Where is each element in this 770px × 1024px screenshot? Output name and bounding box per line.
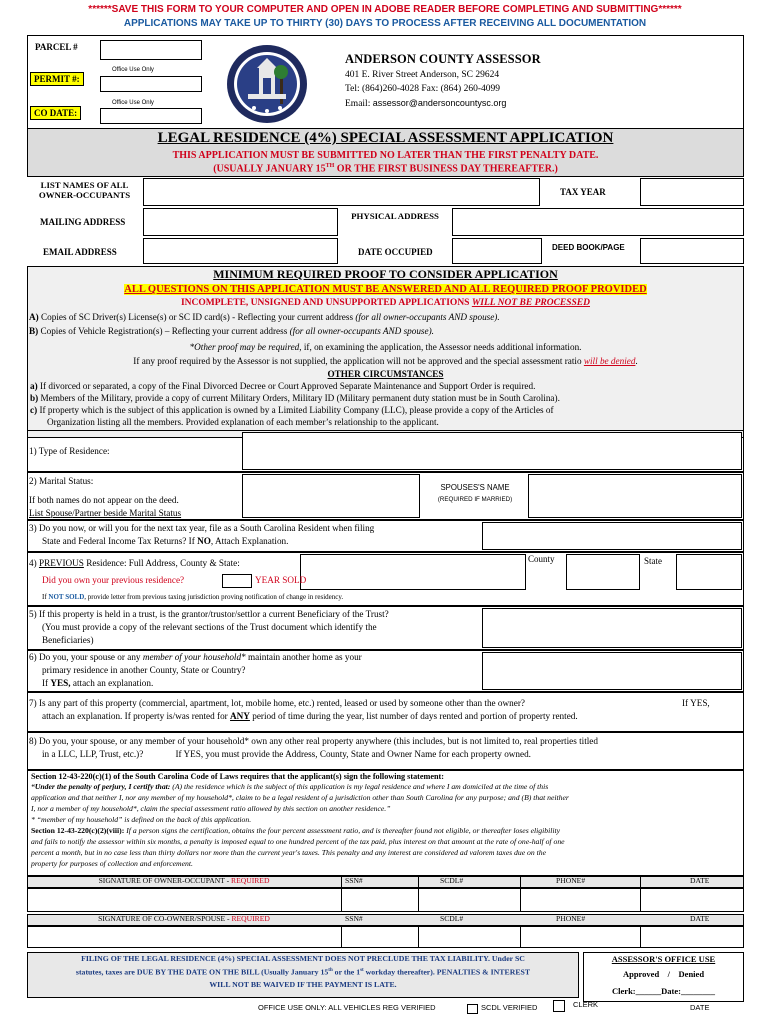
sig1-label: SIGNATURE OF OWNER-OCCUPANT - REQUIRED: [98, 876, 270, 885]
assessor-email-row: [345, 98, 506, 110]
sig2-ssn-input[interactable]: [341, 926, 419, 948]
owner-names-label: LIST NAMES OF ALL OWNER-OCCUPANTS: [38, 180, 131, 201]
clerk-label: CLERK: [573, 1000, 599, 1009]
sig2-phone-label: PHONE#: [556, 914, 586, 923]
sig1-date-input[interactable]: [640, 888, 744, 912]
q4-own-input[interactable]: [222, 574, 252, 588]
penalty-line-1: “Under the penalty of perjury, I certify that: (A) the residence which is the subject of this application is my legal residence and where I am domiciled at the time of this: [31, 782, 549, 791]
sig2-scdl-label: SCDL#: [440, 914, 464, 923]
form-title: LEGAL RESIDENCE (4%) SPECIAL ASSESSMENT APPLICATION: [157, 130, 614, 146]
q5-line-1: 5) If this property is held in a trust, is the grantor/trustor/settlor a current Beneficiary of the Trust?: [29, 609, 389, 619]
assessor-email[interactable]: assessor@andersoncountysc.org: [372, 98, 507, 108]
q4-state-label: State: [644, 556, 662, 566]
date-label-footer: DATE: [690, 1003, 710, 1012]
tax-year-input[interactable]: [640, 178, 744, 206]
q8-line-1: 8) Do you, your spouse, or any member of your household* own any other real property anywhere (this includes, but is not limited to, real properties titled: [29, 736, 598, 746]
scdl-verified-label: SCDL VERIFIED: [481, 1003, 538, 1012]
sig1-signature-input[interactable]: [27, 888, 342, 912]
incomplete-notice: INCOMPLETE, UNSIGNED AND UNSUPPORTED APPLICATIONS WILL NOT BE PROCESSED: [180, 298, 590, 308]
office-use-title: ASSESSOR'S OFFICE USE: [611, 954, 716, 964]
circ-b: b) Members of the Military, provide a copy of current Military Orders, Military ID (Military permanent duty station must be in South Carolina).: [30, 393, 560, 403]
section-2-line-4: property for purposes of collection and enforcement.: [31, 859, 193, 868]
sig2-date-input[interactable]: [640, 926, 744, 948]
section-1-heading: Section 12-43-220(c)(1) of the South Carolina Code of Laws requires that the applicant(s) sign the following statement:: [31, 772, 444, 781]
sig2-label: SIGNATURE OF CO-OWNER/SPOUSE - REQUIRED: [98, 914, 270, 923]
owner-names-input[interactable]: [143, 178, 540, 206]
deed-book-input[interactable]: [640, 238, 744, 264]
filing-notice-2: statutes, taxes are DUE BY THE DATE ON THE BILL (Usually January 15th or the 1st workday thereafter). PENALTIES & INTEREST: [75, 967, 531, 977]
deadline-line-1: THIS APPLICATION MUST BE SUBMITTED NO LATER THAN THE FIRST PENALTY DATE.: [172, 150, 599, 161]
other-circumstances-heading: OTHER CIRCUMSTANCES: [327, 369, 444, 379]
sig1-date-label: DATE: [690, 876, 710, 885]
q6-line-1: 6) Do you, your spouse or any member of your household* maintain another home as your: [29, 652, 362, 662]
mailing-address-label: MAILING ADDRESS: [40, 217, 126, 227]
section-2-line-1: Section 12-43-220(c)(2)(viii): If a person signs the certification, obtains the four percent assessment ratio, and is thereafter found not eligible, or thereafter loses eligibility: [31, 826, 561, 835]
spouse-required-note: (REQUIRED IF MARRIED): [437, 496, 513, 503]
q4-state-input[interactable]: [676, 554, 742, 590]
banner-save-instruction: ******SAVE THIS FORM TO YOUR COMPUTER AND OPEN IN ADOBE READER BEFORE COMPLETING AND SUBMITTING******: [88, 4, 682, 15]
q2-note-1: If both names do not appear on the deed.: [29, 495, 179, 505]
physical-address-input[interactable]: [452, 208, 744, 236]
section-2-line-3: percent a month, but in no case less than thirty dollars nor more than the current year's taxes. This penalty and any interest are considered ad valorem taxes due on the: [31, 848, 547, 857]
date-occupied-label: DATE OCCUPIED: [358, 247, 433, 257]
sig2-scdl-input[interactable]: [418, 926, 521, 948]
sig2-phone-input[interactable]: [520, 926, 641, 948]
spouse-name-input[interactable]: [528, 474, 742, 518]
mailing-address-input[interactable]: [143, 208, 338, 236]
sig2-signature-input[interactable]: [27, 926, 342, 948]
codate-label: CO DATE:: [30, 106, 81, 120]
sig1-phone-label: PHONE#: [556, 876, 586, 885]
clerk-date-line: Clerk:______Date:________: [612, 986, 715, 996]
sig2-ssn-label: SSN#: [345, 914, 363, 923]
assessor-name: ANDERSON COUNTY ASSESSOR: [345, 52, 541, 66]
q4-label: 4) PREVIOUS Residence: Full Address, County & State:: [29, 558, 240, 568]
county-seal-logo: [226, 44, 308, 124]
all-questions-notice: ALL QUESTIONS ON THIS APPLICATION MUST BE ANSWERED AND ALL REQUIRED PROOF PROVIDED: [124, 284, 647, 295]
q7-line-1: 7) Is any part of this property (commercial, apartment, lot, mobile home, etc.) rented, leased or used by someone other than the owner?: [29, 698, 525, 708]
q4-county-label: County: [528, 554, 555, 564]
q4-year-sold-label: YEAR SOLD: [255, 575, 307, 585]
approved-option[interactable]: Approved: [622, 969, 660, 979]
q6-line-3: If YES, attach an explanation.: [42, 678, 154, 688]
q5-line-2: (You must provide a copy of the relevant sections of the Trust document which identify the: [42, 622, 377, 632]
sig1-ssn-input[interactable]: [341, 888, 419, 912]
q7-if-yes: If YES,: [682, 698, 710, 708]
date-occupied-input[interactable]: [452, 238, 542, 264]
sig1-scdl-label: SCDL#: [440, 876, 464, 885]
q2-marital-status-input[interactable]: [242, 474, 420, 518]
sig1-ssn-label: SSN#: [345, 876, 363, 885]
permit-label: PERMIT #:: [30, 72, 84, 86]
q3-line-2: State and Federal Income Tax Returns? If NO, Attach Explanation.: [42, 536, 289, 546]
other-proof-note: *Other proof may be required, if, on examining the application, the Assessor needs additional information.: [189, 342, 582, 352]
q6-line-2: primary residence in another County, State or Country?: [42, 665, 246, 675]
codate-input[interactable]: [100, 108, 202, 124]
q2-note-2: List Spouse/Partner beside Marital Status: [29, 508, 182, 518]
permit-input[interactable]: [100, 76, 202, 92]
sig1-scdl-input[interactable]: [418, 888, 521, 912]
scdl-verified-checkbox[interactable]: [553, 1000, 565, 1012]
q4-own-question: Did you own your previous residence?: [42, 575, 185, 585]
tax-year-label: TAX YEAR: [560, 187, 606, 197]
q7-line-2: attach an explanation. If property is/was rented for ANY period of time during the year, list number of days rented and portion of property rented.: [42, 711, 578, 721]
assessor-address: 401 E. River Street Anderson, SC 29624: [345, 70, 500, 80]
penalty-line-2: application and that neither I, nor any member of my household*, claim to be a legal resident of a jurisdiction other than South Carolina for any purpose; and (B) that neither: [31, 793, 569, 802]
denied-option[interactable]: Denied: [678, 969, 705, 979]
q3-answer-input[interactable]: [482, 522, 742, 550]
approved-denied: Approved / Denied: [622, 969, 705, 979]
q1-label: 1) Type of Residence:: [29, 446, 110, 456]
office-use-note-1: Office Use Only: [112, 67, 154, 73]
banner-processing-time: APPLICATIONS MAY TAKE UP TO THIRTY (30) DAYS TO PROCESS AFTER RECEIVING ALL DOCUMENTATION: [123, 18, 647, 29]
deed-book-label: DEED BOOK/PAGE: [552, 243, 625, 252]
proof-heading: MINIMUM REQUIRED PROOF TO CONSIDER APPLICATION: [213, 267, 558, 281]
q4-not-sold-note: If NOT SOLD, provide letter from previous taxing jurisdiction proving notification of change in residency.: [42, 593, 344, 601]
q4-county-input[interactable]: [566, 554, 640, 590]
sig1-phone-input[interactable]: [520, 888, 641, 912]
parcel-input[interactable]: [100, 40, 202, 60]
spouse-name-label: SPOUSES'S NAME: [440, 483, 510, 492]
section-2-line-2: and fails to notify the assessor within six months, a penalty is imposed equal to one hundred percent of the tax paid, plus interest on that amount at the rate of one-half of one: [31, 837, 565, 846]
assessor-phone: Tel: (864)260-4028 Fax: (864) 260-4099: [345, 84, 501, 94]
q5-line-3: Beneficiaries): [42, 635, 94, 645]
q6-answer-input[interactable]: [482, 652, 742, 690]
proof-a: A) Copies of SC Driver(s) License(s) or SC ID card(s) - Reflecting your current address (for all owner-occupants AND spouse).: [29, 312, 500, 322]
office-only-vehicles-verified: OFFICE USE ONLY: ALL VEHICLES REG VERIFIED: [258, 1003, 436, 1012]
household-definition: * “member of my household” is defined on the back of this application.: [31, 815, 252, 824]
circ-c: c) If property which is the subject of this application is owned by a Limited Liability Company (LLC), please provide a copy of the Articles of: [30, 405, 554, 415]
office-use-note-2: Office Use Only: [112, 100, 154, 106]
q3-line-1: 3) Do you now, or will you for the next tax year, file as a South Carolina Resident when filing: [29, 523, 375, 533]
q8-line-2: in a LLC, LLP, Trust, etc.)? If YES, you must provide the Address, County, State and Owner Name for each property owned.: [42, 749, 531, 759]
email-label: Email:: [345, 99, 371, 109]
email-address-input[interactable]: [143, 238, 338, 264]
sig2-date-label: DATE: [690, 914, 710, 923]
deadline-line-2: (USUALLY JANUARY 15TH OR THE FIRST BUSINESS DAY THEREAFTER.): [213, 163, 558, 175]
parcel-label: PARCEL #: [35, 42, 78, 52]
q2-label: 2) Marital Status:: [29, 476, 94, 486]
penalty-line-3: I, nor a member of my household*, claim the special assessment ratio allowed by this section on another residence.”: [31, 804, 391, 813]
circ-a: a) If divorced or separated, a copy of the Final Divorced Decree or Court Approved Separate Maintenance and Support Order is required.: [30, 381, 536, 391]
vehicles-verified-checkbox[interactable]: [467, 1004, 478, 1014]
physical-address-label: PHYSICAL ADDRESS: [351, 211, 439, 221]
proof-b: B) Copies of Vehicle Registration(s) – Reflecting your current address (for all owner-occupants AND spouse).: [29, 326, 434, 336]
q1-residence-type-input[interactable]: [242, 432, 742, 470]
if-any-proof-note: If any proof required by the Assessor is not supplied, the application will not be approved and the special assessment ratio will be denied.: [133, 356, 638, 366]
filing-notice-1: FILING OF THE LEGAL RESIDENCE (4%) SPECIAL ASSESSMENT DOES NOT PRECLUDE THE TAX LIABILITY. Under SC: [81, 954, 525, 963]
email-address-label: EMAIL ADDRESS: [43, 247, 117, 257]
filing-notice-3: WILL NOT BE WAIVED IF THE PAYMENT IS LATE.: [209, 980, 397, 989]
circ-c-cont: Organization listing all the members. Provided explanation of each member’s relationship to the applicant.: [47, 417, 439, 427]
all-questions-row: [27, 284, 744, 296]
q5-answer-input[interactable]: [482, 608, 742, 648]
q4-address-input[interactable]: [300, 554, 526, 590]
